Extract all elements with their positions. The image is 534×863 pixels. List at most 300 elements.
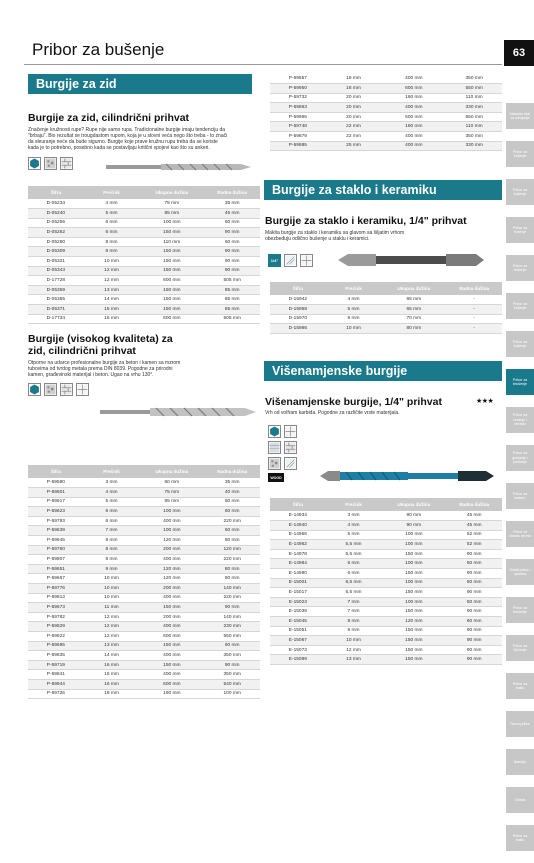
table-row (28, 612, 260, 622)
page-number: 63 (504, 40, 534, 66)
table-row (28, 488, 260, 498)
table-cell: 50 mm (446, 597, 502, 607)
table-cell: 15 mm (84, 305, 140, 315)
table-cell: 600 mm (139, 276, 204, 286)
table-row (28, 622, 260, 632)
table-cell: 550 mm (446, 112, 502, 122)
hex-shank-icon (28, 383, 41, 396)
side-tab-4[interactable]: Pribor za bušenje (506, 217, 534, 243)
table-row (270, 132, 502, 142)
table-cell: P-59645 (28, 536, 84, 546)
table-cell: 12 mm (84, 632, 140, 642)
column-header: Radna dužina (204, 465, 260, 478)
table-cell: 150 mm (139, 641, 204, 651)
table-cell: 220 mm (204, 516, 260, 526)
table-cell: D-05262 (28, 228, 84, 238)
table-cell: 8 mm (84, 237, 140, 247)
table-cell: D-05290 (28, 237, 84, 247)
table-row (28, 285, 260, 295)
table-cell: 350 mm (204, 670, 260, 680)
table-cell: 10 mm (326, 636, 382, 646)
table-cell: 20 mm (326, 112, 382, 122)
table-cell: 12 mm (84, 276, 140, 286)
description-line: Vrh od volfram karbida. Pogodne za različite vrste materijala. (265, 410, 400, 416)
table-cell: P-59885 (270, 141, 326, 151)
table-cell: 75 mm (139, 488, 204, 498)
table-cell: 8 mm (84, 545, 140, 555)
table-cell: 85 mm (204, 285, 260, 295)
table-row (270, 626, 502, 636)
table-cell: E-15073 (270, 645, 326, 655)
table-cell: 6 mm (84, 507, 140, 517)
table-cell: 90 mm (446, 636, 502, 646)
heading-line-1: Burgije (visokog kvaliteta) za (28, 333, 173, 345)
table-cell: 14 mm (84, 651, 140, 661)
spec-table-masonry (28, 186, 260, 324)
table-cell: 200 mm (139, 584, 204, 594)
table-row (270, 530, 502, 540)
table-cell: 5 mm (326, 305, 382, 315)
table-cell: P-59623 (28, 507, 84, 517)
side-tab-11[interactable]: Pribor za testere (506, 483, 534, 509)
table-cell: 85 mm (139, 209, 204, 219)
table-cell: 140 mm (204, 612, 260, 622)
table-row (270, 112, 502, 122)
table-cell: 400 mm (381, 141, 446, 151)
table-row (270, 597, 502, 607)
table-cell: P-59782 (28, 612, 84, 622)
table-cell: 45 mm (204, 209, 260, 219)
rating-stars: ★★★ (476, 398, 494, 405)
table-cell: P-59822 (28, 632, 84, 642)
table-cell: 100 mm (381, 540, 446, 550)
table-row (28, 670, 260, 680)
side-tab-16[interactable]: Pribor za baštu (506, 673, 534, 699)
table-cell: E-14978 (270, 549, 326, 559)
table-row (270, 617, 502, 627)
table-cell: 100 mm (381, 530, 446, 540)
table-cell: 11 mm (84, 603, 140, 613)
material-icons-masonry-premium (28, 383, 89, 396)
table-row (28, 209, 260, 219)
table-cell: 160 mm (139, 689, 204, 699)
table-cell: 150 mm (381, 588, 446, 598)
table-cell: 4 mm (326, 521, 382, 531)
table-row (28, 478, 260, 488)
material-icons-glass-tile (268, 254, 313, 267)
section-band-glass-tile: Burgije za staklo i keramiku (264, 180, 502, 200)
table-cell: 350 mm (204, 651, 260, 661)
table-row (28, 555, 260, 565)
table-row (270, 74, 502, 84)
side-tab-14[interactable]: Pribor za brušenje (506, 597, 534, 623)
table-cell: 10 mm (84, 584, 140, 594)
side-tab-10[interactable]: Pribor za glodanje i poliranje (506, 445, 534, 471)
table-cell: 160 mm (381, 122, 446, 132)
table-row (28, 276, 260, 286)
description-line: tubovima od tvrdog metala prema DIN 8039. Pogodne za prirodni (28, 366, 173, 372)
table-row (270, 84, 502, 94)
table-cell: 80 mm (204, 564, 260, 574)
table-cell: 85 mm (204, 295, 260, 305)
table-cell: 18 mm (326, 84, 382, 94)
table-cell: 200 mm (139, 612, 204, 622)
table-cell: 65 mm (381, 295, 446, 305)
table-cell: 150 mm (139, 285, 204, 295)
table-row (270, 521, 502, 531)
table-cell: 12 mm (84, 622, 140, 632)
side-tab-20[interactable]: Pribor za baštu (506, 825, 534, 851)
title-divider (24, 64, 502, 65)
table-row (270, 636, 502, 646)
description-line: "brbaju". Bio rezultat se trougdastom rupom, koja je u slovni veća nego što treba - to znači (28, 133, 228, 139)
table-cell: 140 mm (204, 584, 260, 594)
table-cell: 6 mm (326, 559, 382, 569)
side-tab-15[interactable]: Pribor za čišćenje (506, 635, 534, 661)
table-cell: 52 mm (446, 540, 502, 550)
table-cell: 65 mm (381, 305, 446, 315)
tile-material-icon (76, 383, 89, 396)
quarter-inch-shank-icon: 1/4" (268, 254, 281, 267)
table-cell: 150 mm (381, 655, 446, 665)
table-cell: 150 mm (381, 607, 446, 617)
table-cell: 90 mm (446, 645, 502, 655)
table-cell: 4 mm (84, 199, 140, 209)
table-header-row (28, 186, 260, 199)
table-cell: P-59760 (28, 545, 84, 555)
table-cell: E-14956 (270, 530, 326, 540)
table-cell: 90 mm (446, 588, 502, 598)
table-row (270, 324, 502, 334)
table-cell: 5 mm (84, 497, 140, 507)
description-line: kamen, građevinski materijal i beton. Ugao na vrhu 130°. (28, 372, 154, 378)
table-row (28, 228, 260, 238)
table-cell: 150 mm (381, 569, 446, 579)
table-row (28, 632, 260, 642)
table-cell: 4 mm (326, 295, 382, 305)
table-cell: 90 mm (446, 626, 502, 636)
table-cell: 550 mm (446, 84, 502, 94)
table-cell: 400 mm (139, 651, 204, 661)
table-cell: 505 mm (204, 276, 260, 286)
column-header: Prečnik (326, 282, 382, 295)
table-cell: 10 mm (84, 593, 140, 603)
table-cell: 400 mm (381, 103, 446, 113)
section-description-multipurpose (265, 410, 501, 416)
table-cell: 4 mm (84, 488, 140, 498)
masonry-premium-drill-bit-image (100, 404, 260, 420)
table-cell: 600 mm (139, 632, 204, 642)
table-cell: 90 mm (381, 511, 446, 521)
table-row (28, 266, 260, 276)
description-line: Značenje kružnosti rupe? Rupe nije samo rupa. Tradicionalne burgije imaju tendenciju da (28, 127, 226, 133)
table-cell: 16 mm (84, 314, 140, 324)
table-cell: D-05256 (28, 218, 84, 228)
table-cell: D-05240 (28, 209, 84, 219)
hex-shank-icon (268, 425, 281, 438)
table-cell: 60 mm (139, 478, 204, 488)
section-heading-masonry-premium (28, 333, 173, 357)
side-tab-13[interactable]: Ostali pribor i oprema (506, 559, 534, 585)
table-cell: 8 mm (326, 617, 382, 627)
table-cell: 10 mm (84, 257, 140, 267)
table-cell: 100 mm (139, 218, 204, 228)
table-row (28, 218, 260, 228)
side-tab-18[interactable]: Baterije (506, 749, 534, 775)
table-cell: 5,5 mm (326, 549, 382, 559)
table-row (28, 257, 260, 267)
column-header: Prečnik (84, 186, 140, 199)
column-header: Šifra (270, 498, 326, 511)
side-tab-6[interactable]: Pribor za bušenje (506, 293, 534, 319)
table-cell: 110 mm (446, 122, 502, 132)
table-row (270, 295, 502, 305)
table-cell: D-15958 (270, 305, 326, 315)
table-cell: 505 mm (204, 314, 260, 324)
table-cell: 80 mm (204, 536, 260, 546)
spec-table-masonry-premium (28, 465, 260, 699)
table-row (28, 237, 260, 247)
glass-material-icon (284, 457, 297, 470)
table-cell: 60 mm (446, 617, 502, 627)
table-cell: 90 mm (446, 655, 502, 665)
table-cell: - (446, 295, 502, 305)
table-cell: D-05343 (28, 266, 84, 276)
table-cell: 6 mm (84, 228, 140, 238)
table-cell: 3 mm (326, 511, 382, 521)
table-cell: 50 mm (446, 578, 502, 588)
table-cell: 45 mm (446, 521, 502, 531)
table-cell: 40 mm (204, 488, 260, 498)
table-cell: 400 mm (139, 622, 204, 632)
table-row (28, 545, 260, 555)
column-header: Šifra (28, 186, 84, 199)
table-cell: 150 mm (139, 603, 204, 613)
table-row (28, 574, 260, 584)
table-cell: 60 mm (204, 237, 260, 247)
side-tab-12[interactable]: Pribor za obradu drveta (506, 521, 534, 547)
table-cell: D-05359 (28, 285, 84, 295)
wood-material-icon: WOOD (268, 473, 284, 482)
table-header-row (270, 498, 502, 511)
table-cell: 350 mm (446, 74, 502, 84)
side-tab-9[interactable]: Pribor za rezanje i obradu (506, 407, 534, 433)
table-cell: 90 mm (204, 266, 260, 276)
table-cell: 10 mm (326, 324, 382, 334)
table-cell: 600 mm (139, 679, 204, 689)
table-cell: - (446, 324, 502, 334)
side-tab-19[interactable]: Odeća (506, 787, 534, 813)
column-header: Ukupna dužina (381, 282, 446, 295)
table-row (28, 536, 260, 546)
table-row (270, 569, 502, 579)
table-cell: E-15089 (270, 655, 326, 665)
table-cell: 150 mm (381, 645, 446, 655)
table-cell: 60 mm (204, 507, 260, 517)
table-cell: 60 mm (204, 218, 260, 228)
table-cell: 85 mm (139, 497, 204, 507)
table-cell: 330 mm (446, 103, 502, 113)
table-row (28, 247, 260, 257)
table-cell: 18 mm (84, 689, 140, 699)
table-cell: 6 mm (84, 516, 140, 526)
table-cell: 80 mm (204, 574, 260, 584)
table-cell: P-59879 (270, 132, 326, 142)
table-cell: 120 mm (139, 564, 204, 574)
table-cell: - (446, 314, 502, 324)
table-cell: 7 mm (326, 607, 382, 617)
hex-shank-icon (28, 157, 41, 170)
table-cell: 600 mm (139, 314, 204, 324)
table-row (28, 305, 260, 315)
column-header: Radna dužina (204, 186, 260, 199)
spec-table-multipurpose (270, 498, 502, 665)
table-cell: 35 mm (204, 478, 260, 488)
side-tab-index (506, 103, 534, 863)
table-cell: 150 mm (139, 305, 204, 315)
table-row (28, 564, 260, 574)
side-tab-2[interactable]: Pribor za bušenje (506, 141, 534, 167)
table-cell: - (446, 305, 502, 315)
table-header-row (270, 282, 502, 295)
table-cell: D-17728 (28, 276, 84, 286)
table-cell: E-15067 (270, 636, 326, 646)
table-row (28, 516, 260, 526)
table-cell: 150 mm (139, 266, 204, 276)
table-cell: D-05234 (28, 199, 84, 209)
table-cell: P-59617 (28, 497, 84, 507)
table-cell: 90 mm (204, 257, 260, 267)
table-cell: 9 mm (84, 564, 140, 574)
table-cell: E-14984 (270, 559, 326, 569)
table-cell: 5,5 mm (326, 540, 382, 550)
heading-line-2: zid, cilindrični prihvat (28, 345, 136, 357)
table-cell: 110 mm (139, 237, 204, 247)
table-row (270, 559, 502, 569)
table-cell: P-59748 (270, 122, 326, 132)
table-cell: E-15001 (270, 578, 326, 588)
side-tab-8[interactable]: Pribor za brušenje (506, 369, 534, 395)
table-cell: 120 mm (204, 545, 260, 555)
table-row (270, 511, 502, 521)
table-cell: 330 mm (446, 141, 502, 151)
table-row (28, 641, 260, 651)
table-cell: E-14940 (270, 521, 326, 531)
table-cell: P-59725 (28, 689, 84, 699)
column-header: Radna dužina (446, 498, 502, 511)
table-cell: 12 mm (326, 645, 382, 655)
table-cell: 3 mm (84, 478, 140, 488)
table-row (270, 122, 502, 132)
column-header: Radna dužina (446, 282, 502, 295)
table-cell: D-15970 (270, 314, 326, 324)
table-cell: 6 mm (326, 569, 382, 579)
table-row (28, 526, 260, 536)
table-row (28, 660, 260, 670)
table-cell: P-59807 (28, 555, 84, 565)
side-tab-7[interactable]: Pribor za bušenje (506, 331, 534, 357)
table-cell: 6,5 mm (326, 578, 382, 588)
column-header: Šifra (270, 282, 326, 295)
table-cell: 150 mm (139, 660, 204, 670)
table-cell: 90 mm (204, 247, 260, 257)
table-cell: 12 mm (84, 266, 140, 276)
table-cell: 220 mm (204, 593, 260, 603)
table-cell: 10 mm (84, 574, 140, 584)
table-cell: 8 mm (84, 536, 140, 546)
section-heading-glass-tile: Burgije za staklo i keramiku, 1/4" prihvat (265, 215, 467, 227)
table-row (28, 651, 260, 661)
side-tab-5[interactable]: Pribor za bušenje (506, 255, 534, 281)
table-cell: 100 mm (139, 507, 204, 517)
table-cell: P-59944 (28, 679, 84, 689)
table-cell: 220 mm (204, 555, 260, 565)
material-icons-masonry (28, 157, 73, 170)
side-tab-1[interactable]: Nasadni alat za odvijanje (506, 103, 534, 129)
table-cell: 8 mm (84, 247, 140, 257)
table-cell: 350 mm (446, 132, 502, 142)
table-cell: 150 mm (381, 549, 446, 559)
table-cell: 75 mm (139, 199, 204, 209)
table-cell: 16 mm (84, 670, 140, 680)
column-header: Ukupna dužina (139, 465, 204, 478)
side-tab-3[interactable]: Pribor za bušenje (506, 179, 534, 205)
table-cell: 7 mm (84, 526, 140, 536)
tile-material-icon (300, 254, 313, 267)
column-header: Ukupna dužina (139, 186, 204, 199)
table-cell: 35 mm (204, 199, 260, 209)
table-row (28, 593, 260, 603)
table-cell: P-59695 (28, 641, 84, 651)
table-cell: 90 mm (446, 549, 502, 559)
table-cell: 90 mm (446, 569, 502, 579)
table-row (28, 497, 260, 507)
table-row (28, 689, 260, 699)
table-cell: 22 mm (326, 132, 382, 142)
table-cell: 600 mm (381, 84, 446, 94)
table-row (28, 199, 260, 209)
table-cell: 45 mm (446, 511, 502, 521)
table-cell: 100 mm (381, 597, 446, 607)
table-cell: 8 mm (84, 555, 140, 565)
table-cell: 540 mm (204, 679, 260, 689)
table-cell: 120 mm (139, 574, 204, 584)
table-cell: P-59857 (270, 74, 326, 84)
table-cell: 110 mm (446, 93, 502, 103)
material-icons-multipurpose-2 (284, 425, 297, 470)
side-tab-17[interactable]: Razni pribor (506, 711, 534, 737)
table-cell: 7 mm (326, 597, 382, 607)
table-cell: 13 mm (326, 655, 382, 665)
table-cell: 400 mm (381, 132, 446, 142)
table-cell: P-59719 (28, 660, 84, 670)
table-cell: 8 mm (326, 626, 382, 636)
table-cell: 400 mm (139, 593, 204, 603)
glass-material-icon (284, 254, 297, 267)
table-row (28, 584, 260, 594)
table-cell: P-59813 (28, 593, 84, 603)
metal-material-icon (268, 441, 281, 454)
column-header: Prečnik (326, 498, 382, 511)
table-cell: E-14934 (270, 511, 326, 521)
table-cell: 60 mm (204, 526, 260, 536)
table-cell: P-59776 (28, 584, 84, 594)
table-cell: P-59639 (28, 526, 84, 536)
section-description-masonry (28, 127, 260, 151)
table-row (270, 549, 502, 559)
table-cell: 90 mm (446, 607, 502, 617)
table-cell: 20 mm (326, 93, 382, 103)
